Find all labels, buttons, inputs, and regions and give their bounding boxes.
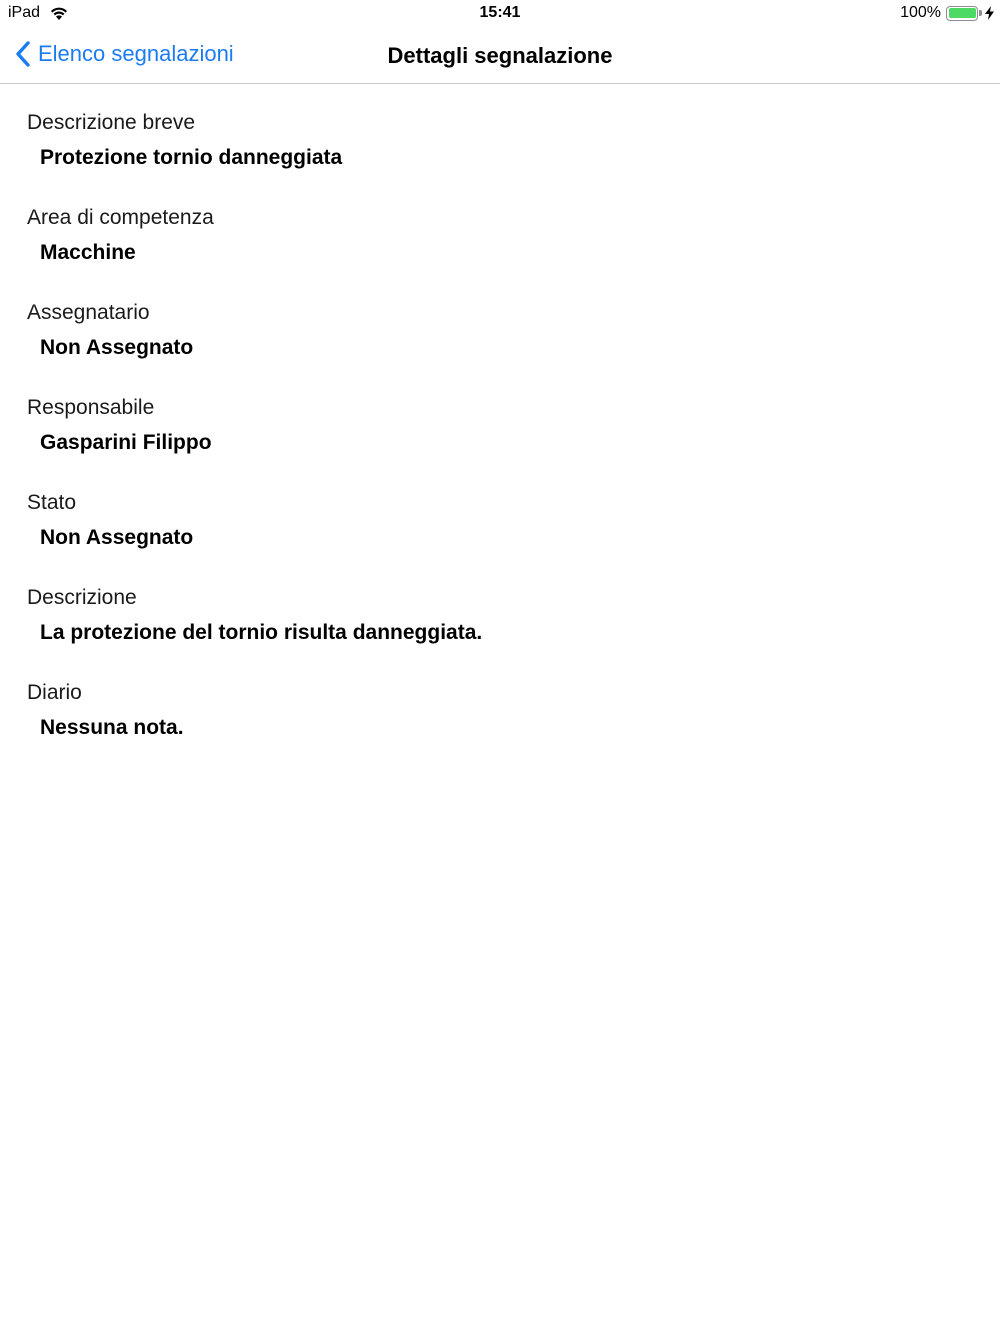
- field-value: Protezione tornio danneggiata: [40, 146, 343, 169]
- field-value: Macchine: [40, 241, 136, 264]
- field-journal: [27, 680, 973, 775]
- status-right: [900, 4, 994, 22]
- field-label: Diario: [27, 681, 82, 704]
- field-label: Area di competenza: [27, 206, 214, 229]
- field-value: Nessuna nota.: [40, 716, 184, 739]
- field-value: Gasparini Filippo: [40, 431, 212, 454]
- page-title: Dettagli segnalazione: [387, 43, 613, 68]
- bolt-icon: [985, 6, 994, 20]
- battery-level: [949, 8, 976, 18]
- field-label: Responsabile: [27, 396, 155, 419]
- field-short-description: [27, 110, 973, 205]
- details-list: [27, 110, 973, 775]
- field-label: Stato: [27, 491, 77, 514]
- device-name: iPad: [8, 4, 41, 21]
- battery-percentage: 100%: [900, 4, 941, 21]
- field-value: La protezione del tornio risulta danneggiata.: [40, 621, 483, 644]
- field-description: [27, 585, 973, 680]
- field-value: Non Assegnato: [40, 336, 194, 359]
- field-value: Non Assegnato: [40, 526, 194, 549]
- field-responsible: [27, 395, 973, 490]
- status-time: 15:41: [479, 4, 521, 21]
- field-label: Descrizione: [27, 586, 137, 609]
- field-area: [27, 205, 973, 300]
- field-label: Assegnatario: [27, 301, 150, 324]
- field-status: [27, 490, 973, 585]
- battery-cap: [979, 10, 982, 16]
- navigation-bar: [0, 28, 1000, 84]
- battery-icon: [946, 6, 978, 21]
- field-assignee: [27, 300, 973, 395]
- field-label: Descrizione breve: [27, 111, 196, 134]
- status-bar: [0, 0, 1000, 28]
- back-button-label: Elenco segnalazioni: [38, 41, 234, 66]
